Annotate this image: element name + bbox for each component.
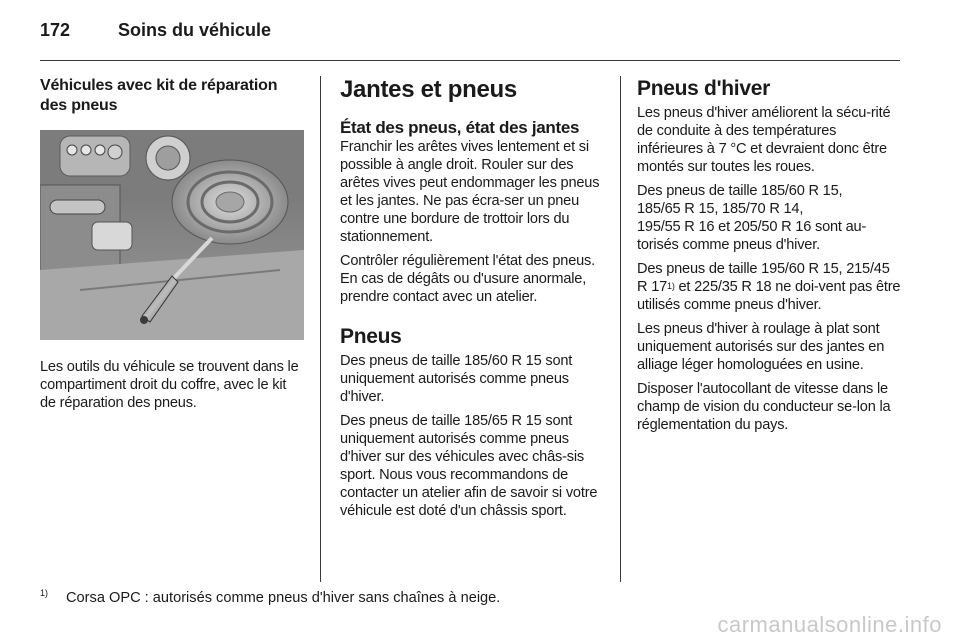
paragraph: Les pneus d'hiver améliorent la sécu-rité de conduite à des températures inférieures à 7 °C et devraient donc être montés sur toutes les roues. <box>637 105 891 175</box>
trunk-tools-photo <box>40 130 304 340</box>
column-divider <box>320 76 321 582</box>
subheading-repair-kit: Véhicules avec kit de réparation des pneus <box>40 77 278 114</box>
section-title-wheels-tyres: Jantes et pneus <box>340 76 517 103</box>
column-middle <box>340 76 604 526</box>
footnote <box>40 590 500 606</box>
paragraph: Des pneus de taille 185/60 R 15 sont uniquement autorisés comme pneus d'hiver. <box>340 353 573 405</box>
image-caption: Les outils du véhicule se trouvent dans le compartiment droit du coffre, avec le kit de réparation des pneus. <box>40 359 299 411</box>
footnote-marker: 1) <box>40 588 49 598</box>
text: et 225/35 R 18 ne doi-vent pas être utilisés comme pneus d'hiver. <box>637 279 901 313</box>
paragraph: Disposer l'autocollant de vitesse dans le champ de vision du conducteur se-lon la réglementation du pays. <box>637 381 891 433</box>
line: 195/55 R 16 et 205/50 R 16 sont au-torisés comme pneus d'hiver. <box>637 219 867 253</box>
line: 185/65 R 15, 185/70 R 14, <box>637 201 804 217</box>
paragraph: Des pneus de taille 185/65 R 15 sont uniquement autorisés comme pneus d'hiver sur des véhicules avec châs-sis sport. Nous vous recommandons de contacter un atelier afin de savoir si votre véhicule est doté d'un châssis sport. <box>340 413 598 519</box>
footnote-text: Corsa OPC : autorisés comme pneus d'hiver sans chaînes à neige. <box>66 590 501 606</box>
paragraph: Franchir les arêtes vives lentement et si possible à angle droit. Rouler sur des arêtes vives peut endommager les pneus et les jantes. Ne pas écra-ser un pneu contre une bordure de trottoir lors du stationnement. <box>340 139 600 245</box>
page-number: 172 <box>40 20 71 40</box>
line: Des pneus de taille 185/60 R 15, <box>637 183 843 199</box>
column-divider <box>620 76 621 582</box>
column-left <box>40 76 304 412</box>
section-title-winter-tyres: Pneus d'hiver <box>637 77 770 100</box>
paragraph-tyre-sizes <box>637 182 901 254</box>
paragraph-excluded-sizes <box>637 260 901 314</box>
footnote-ref[interactable]: 1) <box>667 281 675 291</box>
section-title-tyres: Pneus <box>340 325 402 348</box>
subheading-tyre-condition: État des pneus, état des jantes <box>340 118 580 137</box>
paragraph: Contrôler régulièrement l'état des pneus. En cas de dégâts ou d'usure anormale, prendre contact avec un atelier. <box>340 253 595 305</box>
header-rule <box>40 60 900 61</box>
section-title: Soins du véhicule <box>118 20 272 40</box>
column-right <box>637 76 901 440</box>
watermark: carmanualsonline.info <box>717 612 942 637</box>
text: Des pneus de taille 195/60 R 15, 215/45 R 17 <box>637 261 890 295</box>
paragraph: Les pneus d'hiver à roulage à plat sont uniquement autorisés sur des jantes en alliage léger homologuées en usine. <box>637 321 885 373</box>
